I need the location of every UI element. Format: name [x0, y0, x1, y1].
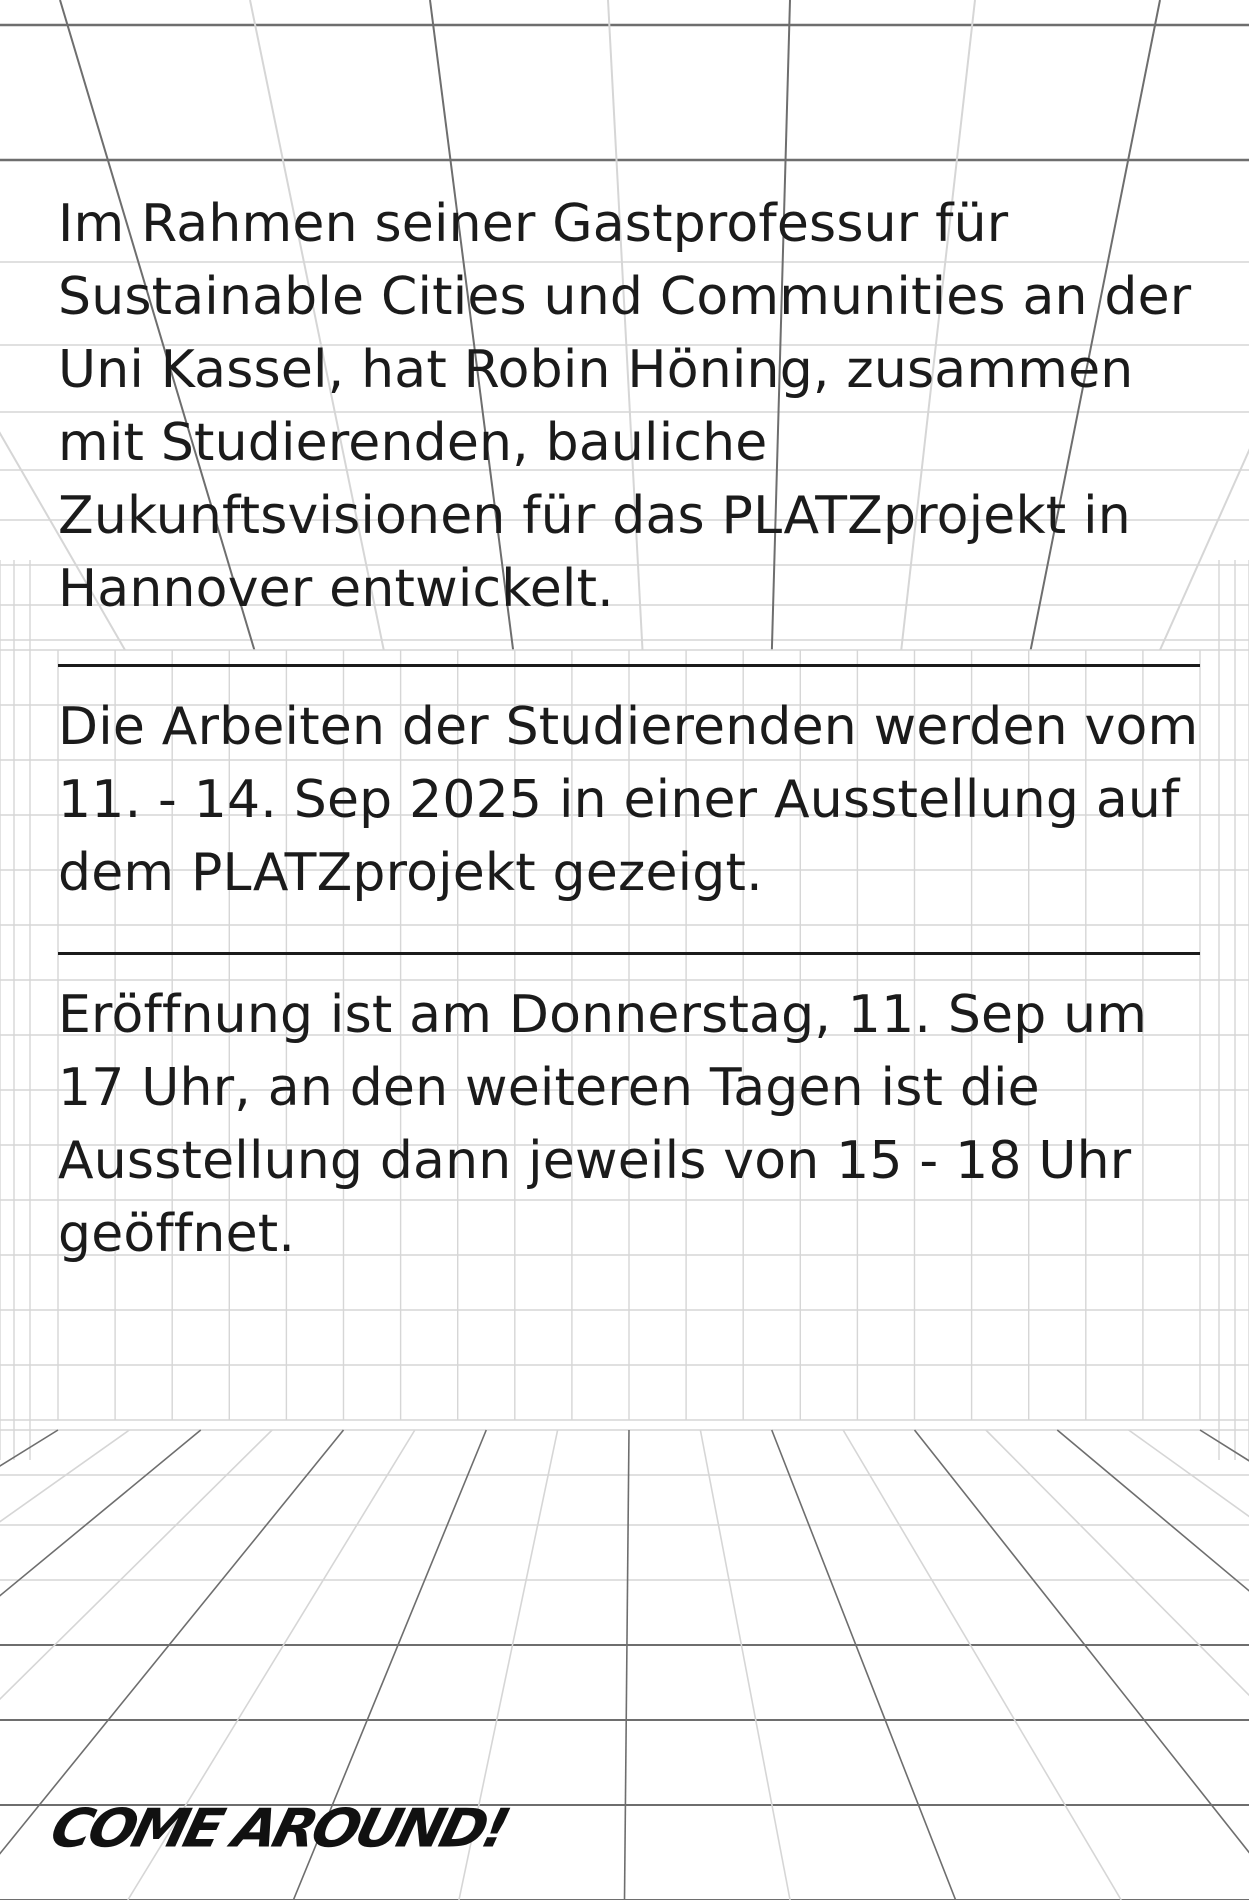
- come-around-slogan: COME AROUND!: [44, 1798, 513, 1860]
- floor-grid-line: [772, 1430, 956, 1900]
- text-content: [58, 188, 1200, 1271]
- paragraph-opening-hours: Eröffnung ist am Donnerstag, 11. Sep um 17 Uhr, an den weiteren Tagen ist die Ausstellung dann jeweils von 15 - 18 Uhr geöffnet.: [58, 985, 1148, 1264]
- paragraph-exhibition-dates: Die Arbeiten der Studierenden werden vom 11. - 14. Sep 2025 in einer Ausstellung auf dem PLATZprojekt gezeigt.: [58, 697, 1199, 903]
- divider: [58, 952, 1200, 955]
- floor-grid-line: [843, 1430, 1121, 1900]
- floor-grid-line: [915, 1430, 1249, 1900]
- floor-grid-line: [1057, 1430, 1249, 1900]
- floor-grid-line: [1200, 1430, 1249, 1900]
- floor-grid-line: [625, 1430, 630, 1900]
- divider: [58, 664, 1200, 667]
- floor-grid-line: [700, 1430, 790, 1900]
- paragraph-intro: Im Rahmen seiner Gastprofessur für Sustainable Cities und Communities an der Uni Kassel, hat Robin Höning, zusammen mit Studierenden, bauliche Zukunftsvisionen für das PLATZprojekt in Hannover entwickelt.: [58, 194, 1192, 619]
- floor-grid-line: [986, 1430, 1249, 1900]
